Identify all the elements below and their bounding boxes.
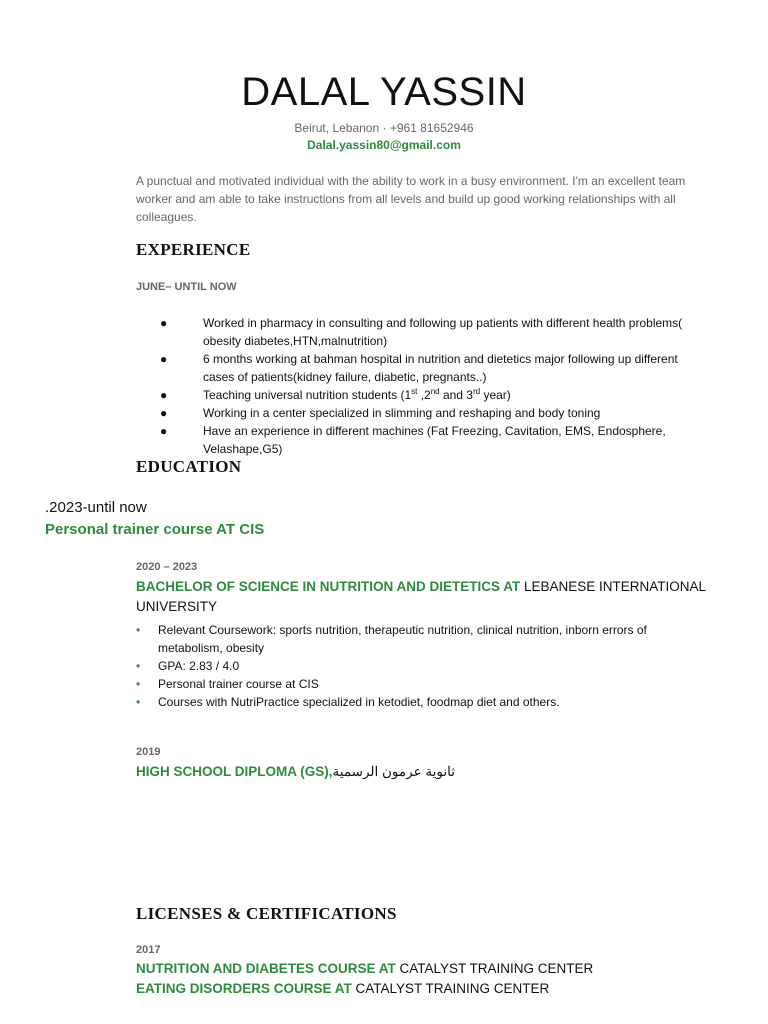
highschool-date: 2019	[136, 746, 161, 758]
list-item: ● Worked in pharmacy in consulting and following up patients with different health problems( obesity diabetes,HTN,malnutrition)	[160, 316, 683, 348]
list-item	[160, 386, 701, 404]
education-heading: EDUCATION	[136, 457, 242, 476]
list-item: • GPA: 2.83 / 4.0	[136, 659, 240, 673]
list-item: ● 6 months working at bahman hospital in nutrition and dietetics major following up different cases of patients(kidney failure, diabetic, pregnants..)	[160, 352, 678, 384]
degree-title: BACHELOR OF SCIENCE IN NUTRITION AND DIETETICS AT	[136, 579, 521, 594]
bullet-icon: ●	[160, 424, 168, 438]
trainer-course: Personal trainer course AT CIS	[45, 521, 265, 538]
trainer-date: .2023-until now	[45, 499, 147, 516]
list-item: ● Working in a center specialized in slimming and reshaping and body toning	[160, 406, 601, 420]
bullet-icon: ●	[160, 406, 168, 420]
list-item: ● Have an experience in different machines (Fat Freezing, Cavitation, EMS, Endosphere, Velashape,G5)	[160, 424, 666, 456]
highschool-diploma	[136, 764, 459, 780]
school-name: ثانوية عرمون الرسمية	[332, 764, 459, 779]
list-item: • Courses with NutriPractice specialized in ketodiet, foodmap diet and others.	[136, 695, 560, 709]
email-link[interactable]: Dalal.yassin80@gmail.com	[307, 138, 461, 152]
bullet-icon: •	[136, 623, 141, 637]
licenses-heading: LICENSES & CERTIFICATIONS	[136, 904, 397, 923]
experience-list	[160, 314, 701, 458]
school-name: LEBANESE INTERNATIONAL UNIVERSITY	[136, 579, 706, 614]
bullet-icon: •	[136, 677, 141, 691]
experience-date: JUNE– UNTIL NOW	[136, 281, 237, 293]
certification-item: NUTRITION AND DIABETES COURSE AT CATALYST TRAINING CENTER	[136, 961, 594, 976]
bullet-icon: ●	[160, 352, 168, 366]
summary-text: A punctual and motivated individual with the ability to work in a busy environment. I'm an excellent team worker and am able to take instructions from all levels and build up good working relationships with all colleagues.	[136, 174, 686, 224]
bullet-icon: ●	[160, 316, 168, 330]
licenses-date: 2017	[136, 944, 161, 956]
bachelor-degree	[136, 577, 716, 617]
list-item: • Personal trainer course at CIS	[136, 677, 319, 691]
contact-info: Beirut, Lebanon · +961 81652946	[294, 121, 474, 135]
bachelor-date: 2020 – 2023	[136, 561, 198, 573]
diploma-title: HIGH SCHOOL DIPLOMA (GS),	[136, 764, 333, 779]
coursework-list	[136, 621, 696, 711]
bullet-icon: •	[136, 659, 141, 673]
list-item: • Relevant Coursework: sports nutrition, therapeutic nutrition, clinical nutrition, inborn errors of metabolism, obesity	[136, 623, 647, 655]
bullet-icon: •	[136, 695, 141, 709]
candidate-name: DALAL YASSIN	[241, 70, 527, 114]
certification-item: EATING DISORDERS COURSE AT CATALYST TRAINING CENTER	[136, 981, 550, 996]
bullet-icon: ●	[160, 388, 168, 402]
experience-heading: EXPERIENCE	[136, 240, 251, 259]
teaching-item: Teaching universal nutrition students (1st ,2nd and 3rd year)	[203, 387, 511, 402]
